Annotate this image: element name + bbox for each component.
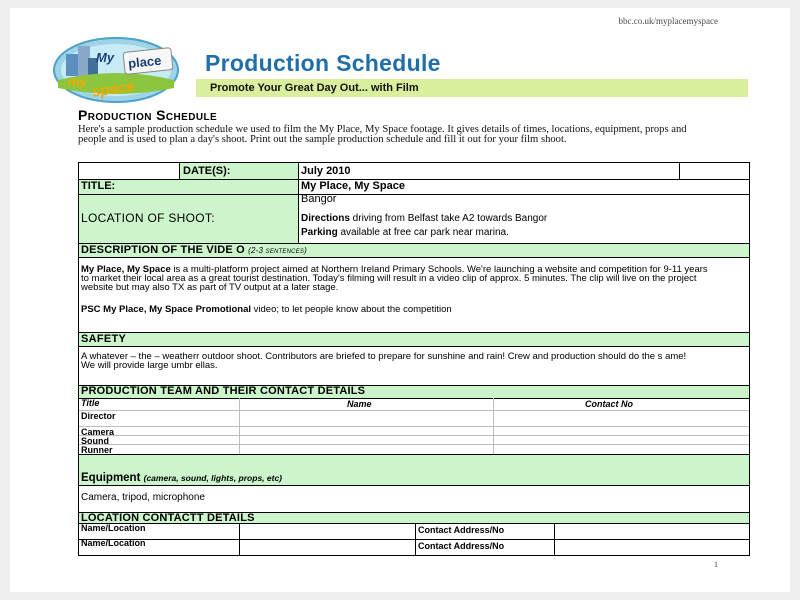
- team-col-name: Name: [347, 399, 372, 409]
- directions-label: Directions: [301, 213, 350, 224]
- location-name-fields[interactable]: [240, 524, 414, 555]
- equipment-note: (camera, sound, lights, props, etc): [143, 473, 283, 483]
- equipment-text[interactable]: Camera, tripod, microphone: [81, 492, 205, 503]
- date-value[interactable]: July 2010: [301, 165, 351, 177]
- psc-label: PSC My Place, My Space Promotional: [81, 304, 251, 315]
- svg-text:My: My: [96, 50, 115, 65]
- equipment-heading: Equipment (camera, sound, lights, props, etc): [81, 472, 283, 484]
- tagline-banner: [196, 79, 748, 97]
- team-col-contact: Contact No: [585, 399, 633, 409]
- parking-line[interactable]: [301, 227, 509, 238]
- location-contact-heading: LOCATION CONTACTT DETAILS: [81, 512, 255, 524]
- psc-line[interactable]: PSC My Place, My Space Promotional video; to let people know about the competition: [81, 304, 452, 315]
- description-text[interactable]: My Place, My Space is a multi-platform project aimed at Northern Ireland Primary Schools. We're launching a website and competition for 9-11 years to market their local area as a great tourist destination. Today's filming will result in a video clip of approx. 5 minutes. The clip will live on the project website but may also TX as part of TV output at a later stage.: [81, 264, 708, 294]
- team-role-sound: Sound: [81, 436, 109, 446]
- team-role-camera: Camera: [81, 427, 115, 437]
- safety-text[interactable]: A whatever – the – weatherr outdoor shoot. Contributors are briefed to prepare for sunshine and rain! Crew and production should do the s ame! We will provide large umbr ellas.: [81, 351, 687, 372]
- team-name-cells[interactable]: [240, 411, 493, 454]
- name-location-label-2: Name/Location: [81, 538, 146, 548]
- source-url[interactable]: bbc.co.uk/myplacemyspace: [618, 16, 718, 26]
- intro-paragraph: Here's a sample production schedule we used to film the My Place, My Space footage. It gives details of times, locations, equipment, props and people and is used to plan a day's shoot. Print out the sample production schedule and fill it out for your film shoot.: [78, 124, 687, 146]
- location-contact-fields[interactable]: [555, 524, 748, 555]
- team-contact-cells[interactable]: [494, 411, 748, 454]
- title-value[interactable]: My Place, My Space: [301, 180, 405, 192]
- page-number: 1: [714, 560, 718, 569]
- tagline-text: Promote Your Great Day Out... with Film: [210, 82, 419, 94]
- svg-text:space: space: [90, 77, 136, 101]
- team-role-runner: Runner: [81, 445, 113, 455]
- description-project-name: My Place, My Space: [81, 264, 171, 275]
- svg-text:my: my: [68, 74, 87, 89]
- location-place[interactable]: Bangor: [301, 193, 337, 205]
- contact-address-label-2: Contact Address/No: [418, 541, 505, 551]
- contact-address-label-1: Contact Address/No: [418, 525, 505, 535]
- production-schedule-form: [78, 162, 750, 556]
- parking-text: available at free car park near marina.: [337, 227, 509, 238]
- svg-text:place: place: [127, 52, 163, 72]
- location-label: LOCATION OF SHOOT:: [81, 211, 215, 225]
- my-place-my-space-logo: [52, 36, 192, 104]
- safety-heading-cell: [79, 332, 749, 346]
- page-title: Production Schedule: [205, 50, 441, 76]
- name-location-label-1: Name/Location: [81, 523, 146, 533]
- team-col-title: Title: [81, 398, 100, 408]
- section-heading: Production Schedule: [78, 107, 218, 123]
- parking-label: Parking: [301, 227, 338, 238]
- description-heading: DESCRIPTION OF THE VIDE O (2-3 sentences): [81, 244, 307, 256]
- description-note: (2-3 sentences): [248, 246, 307, 255]
- directions-line[interactable]: [301, 213, 547, 224]
- date-label: DATE(S):: [183, 165, 231, 177]
- directions-text: driving from Belfast take A2 towards Bangor: [349, 213, 548, 224]
- team-role-director: Director: [81, 411, 116, 421]
- safety-heading: SAFETY: [81, 333, 127, 345]
- team-heading: PRODUCTION TEAM AND THEIR CONTACT DETAILS: [81, 385, 366, 397]
- title-label: TITLE:: [81, 180, 116, 192]
